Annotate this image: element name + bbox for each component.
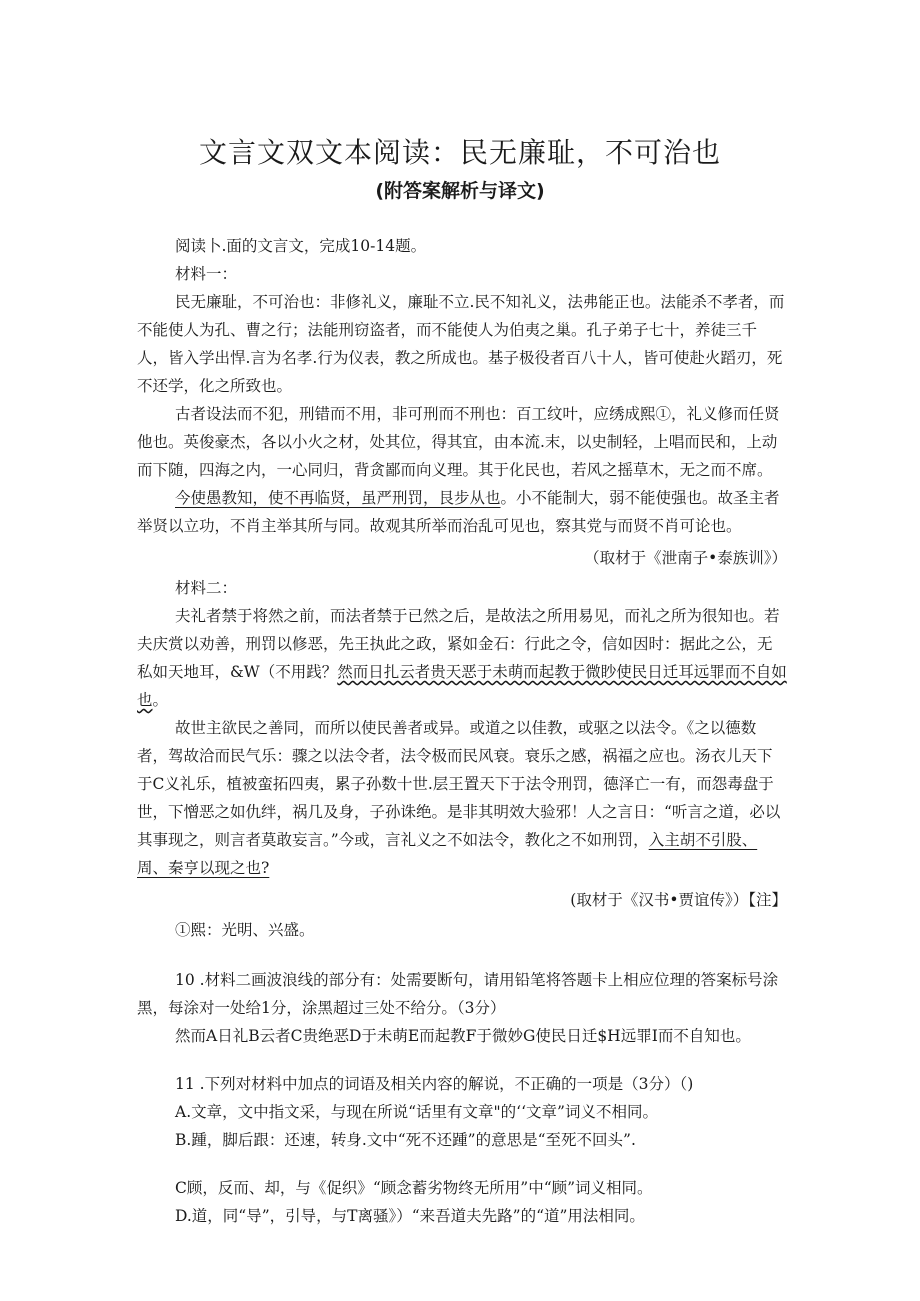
question-11-option-b: B.踵，脚后跟：还速，转身.文中“死不还踵”的意思是“至死不回头”. [175, 1131, 636, 1149]
material1-source: （取材于《泄南子•泰族训》） [584, 549, 787, 567]
underlined-sentence: 今使愚教知，使不再临贤，虽严刑罚，艮步从也 [175, 489, 501, 507]
footnote: ①熙：光明、兴盛。 [175, 921, 315, 939]
question-10-stem: 10 .材料二画波浪线的部分有：处需要断句，请用铅笔将答题卡上相应位理的答案标号涂黑，每涂对一处给1分，涂黑超过三处不给分。（3分） [137, 971, 779, 1017]
material2-paragraph-2 [137, 714, 787, 882]
underlined-sentence: 入主胡不引股、周、秦亨以现之也? [137, 831, 758, 877]
question-11-option-d: D.道，同“导”，引导，与T离骚》）“来吾道夫先路”的“道”用法相同。 [175, 1207, 645, 1225]
paragraph-text: 。小不能制大，弱不能使强也。故圣主者举贤以立功，不肖主举其所与同。故观其所举而治乱可见也，察其党与而贤不肖可论也。 [137, 489, 780, 535]
material2-label: 材料二： [175, 579, 238, 597]
material2-source: (取材于《汉书•贾谊传》）【注】 [570, 891, 787, 909]
spacer [137, 944, 787, 966]
paragraph-text: 故世主欲民之善同，而所以使民善者或异。或道之以佳教，或驱之以法令。《之以德数者，驾故洽而民气乐：骤之以法令者，法令极而民风衰。衰乐之感，祸福之应也。汤衣儿天下于C义礼乐，植被蛮拓四夷，累子孙数十世.层王置天下于法令刑罚，德泽亡一有，而怨毒盘于世，下憎恶之如仇绊，祸几及身，子孙诛绝。是非其明效大验邪！人之言日：“听言之道，必以其事现之，则言者莫敢妄言。”今或，言礼义之不如法令，教化之不如刑罚， [137, 719, 781, 849]
document-body [137, 232, 787, 1230]
question-11-stem: 11 .下列对材料中加点的词语及相关内容的解说，不正确的一项是（3分）（) [175, 1075, 694, 1093]
material1-label: 材料一： [175, 265, 238, 283]
paragraph-end: 。 [152, 691, 169, 709]
question-11-option-a: A.文章，文中指文采，与现在所说“话里有文章"的‘‘文章”词义不相同。 [175, 1103, 658, 1121]
paragraph-text: 夫礼者禁于将然之前，而法者禁于已然之后，是故法之所用易见，而礼之所为很知也。若夫庆赏以劝善，刑罚以修恶，先王执此之政，紧如金石：行此之令，信如因时：据此之公，无私如天地耳，&W（不用践？ [137, 607, 780, 681]
material2-paragraph-1 [137, 602, 787, 714]
material1-paragraph-3 [137, 484, 787, 540]
spacer [137, 1154, 787, 1174]
material1-paragraph-2: 古者设法而不犯，刑错而不用，非可刑而不刑也：百工纹叶，应绣成熙①，礼义修而任贤他也。英俊豪杰，各以小火之材，处其位，得其宜，由本流.末，以史制轻，上唱而民和，上动而下随，四海之内，一心同归，背贪鄙而向义理。其于化民也，若风之摇草木，无之而不席。 [137, 405, 780, 479]
question-10-options: 然而A日礼B云者C贵绝恶D于未萌E而起教F于微妙G使民日迁$H远罪I而不自知也。 [175, 1027, 751, 1045]
page-title: 文言文双文本阅读：民无廉耻，不可治也 [198, 135, 721, 169]
intro-text: 阅读卜.面的文言文，完成10-14题。 [175, 237, 427, 255]
wavy-underlined-passage: 然而日扎云者贵天恶于未萌而起教于微眇使民日迁耳远罪而不自如也 [137, 663, 787, 709]
page-subtitle: (附答案解析与译文) [375, 180, 545, 202]
question-11-option-c: C顾，反而、却，与《促织》“顾念蓄劣物终无所用”中“顾”词义相同。 [175, 1179, 653, 1197]
material1-paragraph-1: 民无廉耻，不可治也：非修礼义，廉耻不立.民不知礼义，法弗能正也。法能杀不孝者，而不能使人为孔、曹之行；法能刑窃盗者，而不能使人为伯夷之巢。孔子弟子七十，养徒三千人，皆入学出悍.言为名孝.行为仪表，教之所成也。基子极役者百八十人，皆可使赴火蹈刃，死不还学，化之所致也。 [137, 293, 785, 395]
spacer [137, 1050, 787, 1070]
